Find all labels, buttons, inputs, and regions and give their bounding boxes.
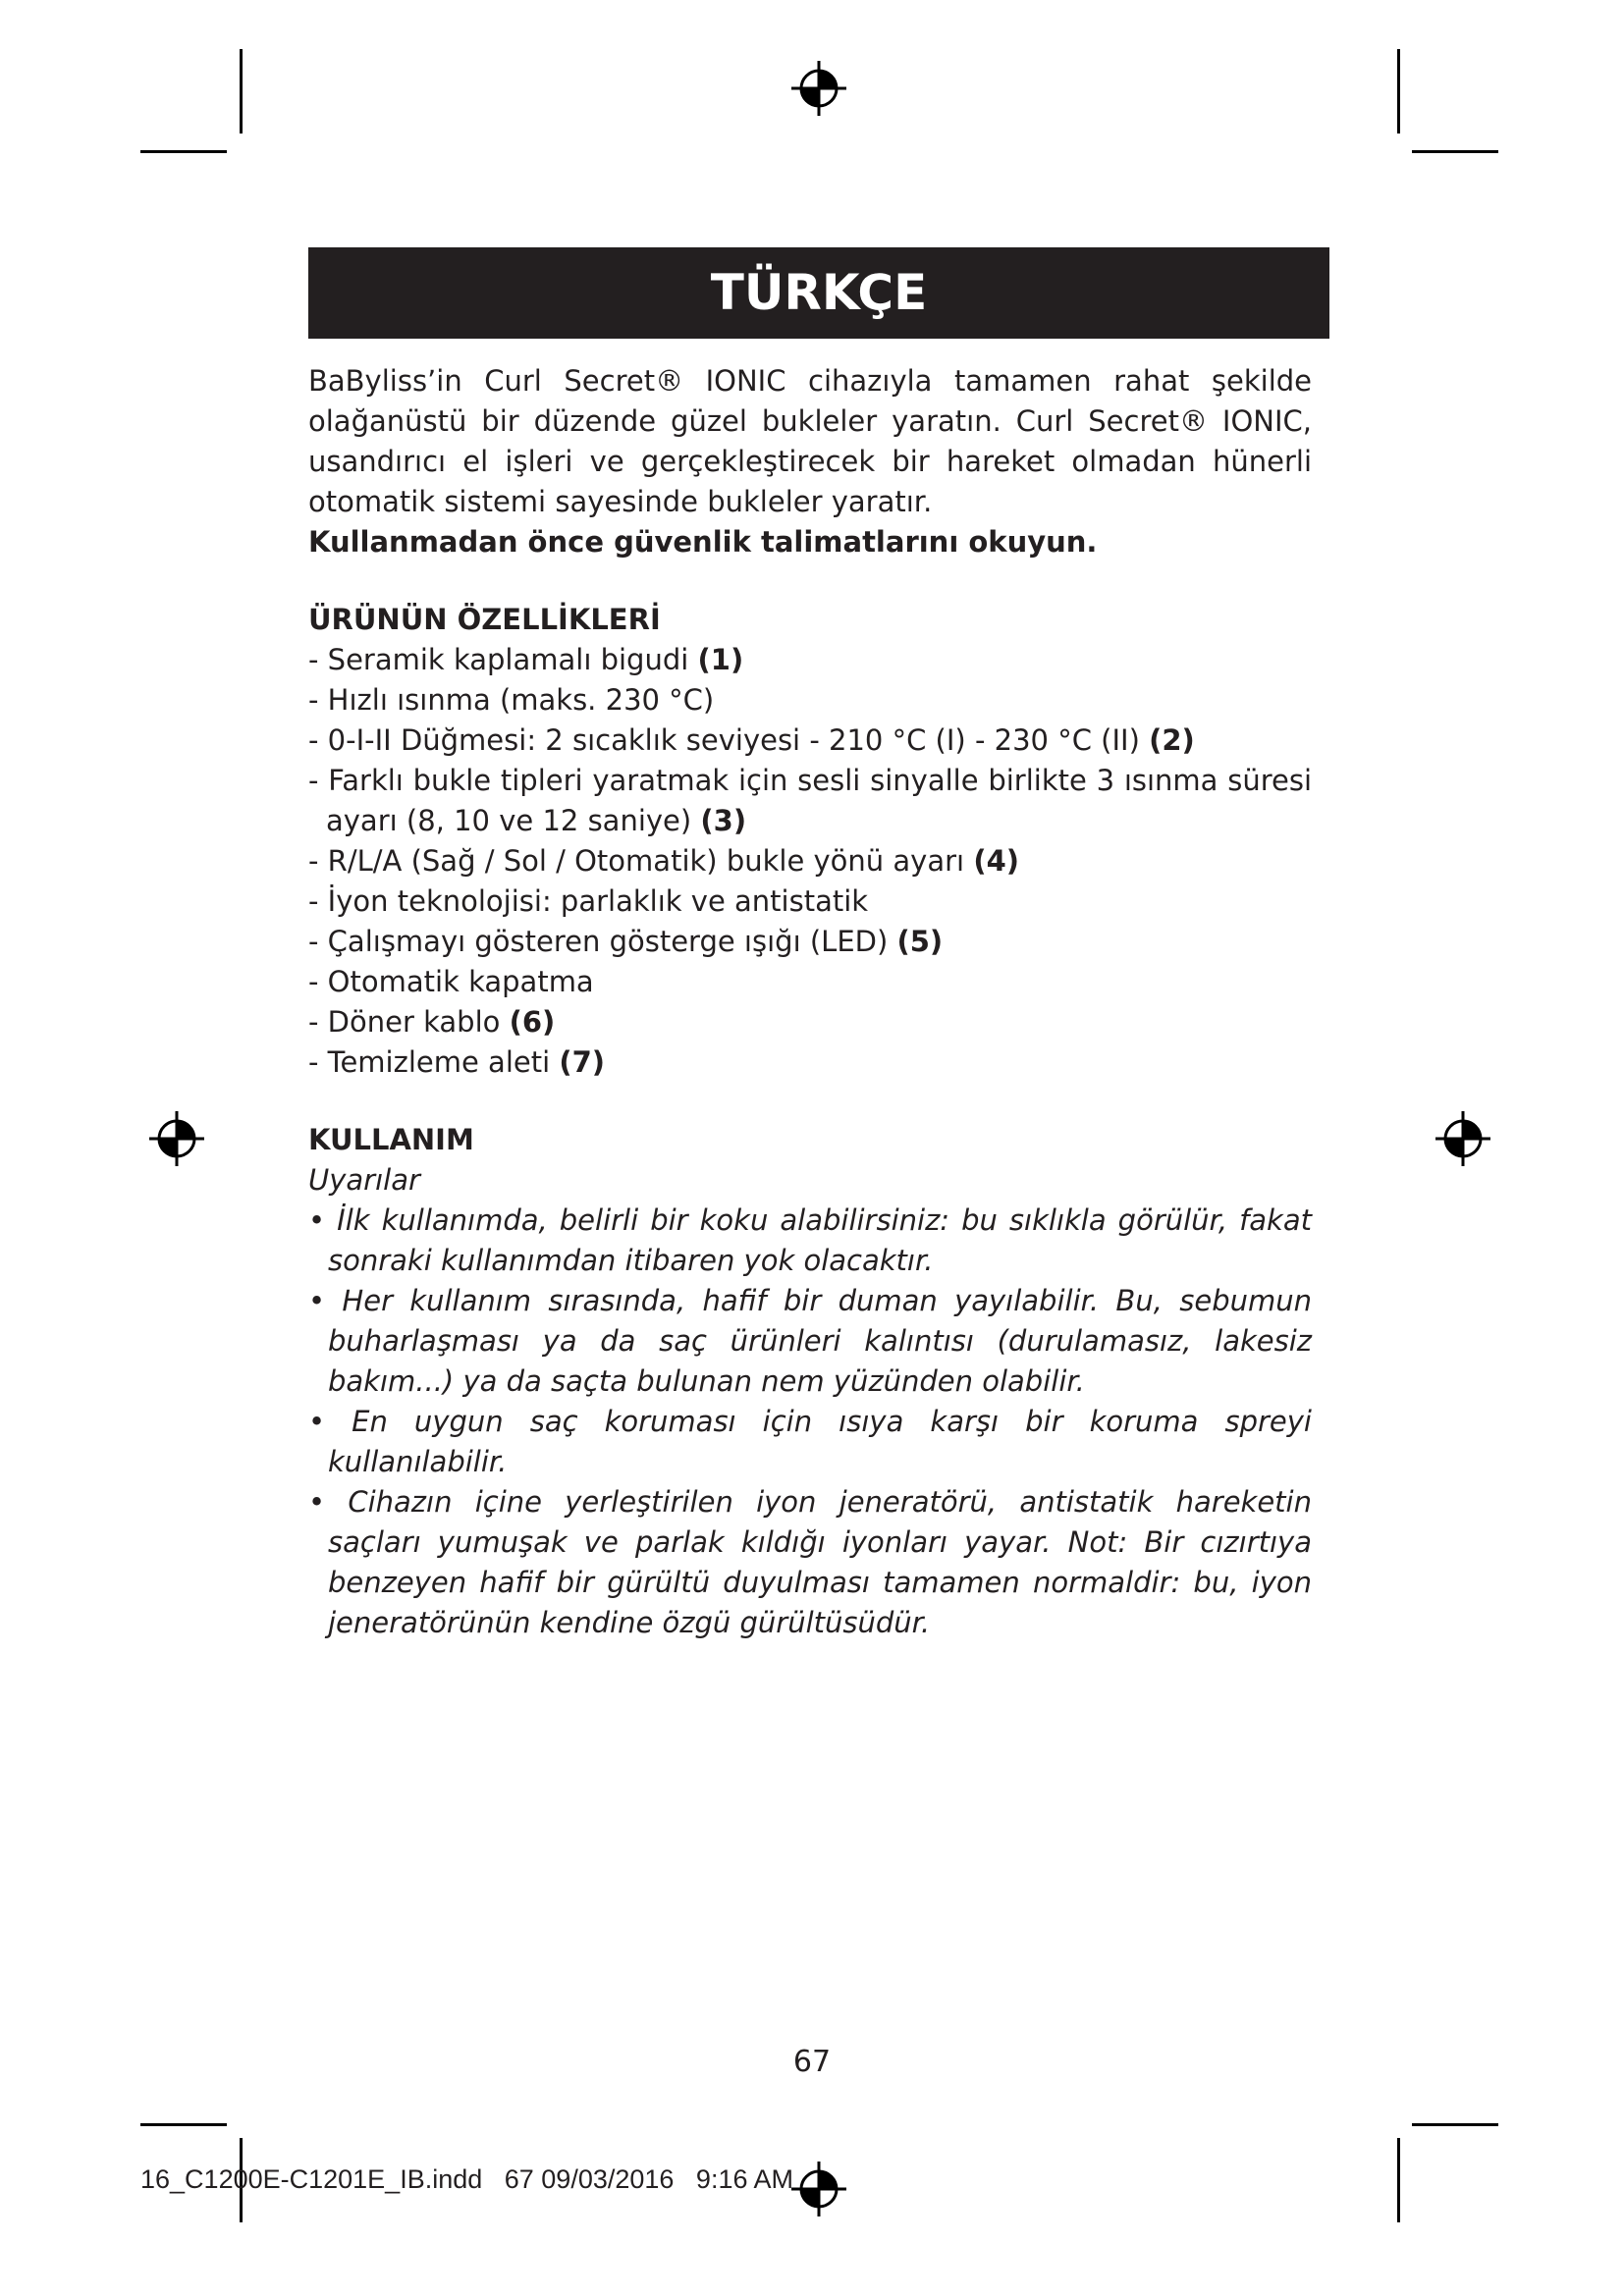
registration-mark-icon — [1434, 1109, 1492, 1168]
page-number: 67 — [792, 2045, 832, 2079]
crop-mark — [140, 150, 227, 153]
list-item: - İyon teknolojisi: parlaklık ve antistatik — [308, 884, 869, 918]
intro-paragraph: BaByliss’in Curl Secret® IONIC cihazıyla tamamen rahat şekilde olağanüstü bir düzende güzel bukleler yaratın. Curl Secret® IONIC, usandırıcı el işleri ve gerçekleştirecek bir hareket olmadan hünerli otomatik sistemi sayesinde bukleler yaratır. — [308, 364, 1312, 518]
language-title-banner: TÜRKÇE — [308, 247, 1329, 339]
registration-mark-icon — [789, 2160, 848, 2218]
crop-mark — [1412, 2123, 1498, 2126]
list-item: • Cihazın içine yerleştirilen iyon jeneratörü, antistatik hareketin saçları yumuşak ve parlak kıldığı iyonları yayar. Not: Bir cızırtıya benzeyen hafif bir gürültü duyulması tamamen normaldir: bu, iyon jeneratörünün kendine özgü gürültüsüdür. — [308, 1485, 1312, 1639]
crop-mark — [1412, 150, 1498, 153]
usage-heading: KULLANIM — [308, 1123, 474, 1156]
crop-mark — [1397, 2138, 1400, 2222]
print-slug: 16_C1200E-C1201E_IB.indd 67 09/03/2016 9:16 AM — [140, 2164, 793, 2194]
features-heading: ÜRÜNÜN ÖZELLİKLERİ — [308, 603, 661, 636]
main-content — [308, 361, 1312, 1643]
crop-mark — [140, 2123, 227, 2126]
list-item: - Çalışmayı gösteren gösterge ışığı (LED) (5) — [308, 925, 944, 958]
crop-mark — [240, 49, 243, 133]
list-item: - Seramik kaplamalı bigudi (1) — [308, 643, 744, 676]
registration-mark-icon — [147, 1109, 206, 1168]
list-item: - Temizleme aleti (7) — [308, 1045, 606, 1079]
safety-note: Kullanmadan önce güvenlik talimatlarını okuyun. — [308, 525, 1098, 559]
list-item: • Her kullanım sırasında, hafif bir duman yayılabilir. Bu, sebumun buharlaşması ya da saç ürünleri kalıntısı (durulamasız, lakesiz bakım...) ya da saçta bulunan nem yüzünden olabilir. — [308, 1284, 1312, 1398]
warnings-subheading: Uyarılar — [308, 1163, 420, 1197]
list-item: • En uygun saç koruması için ısıya karşı bir koruma spreyi kullanılabilir. — [308, 1405, 1312, 1478]
warnings-list — [308, 1201, 1312, 1643]
list-item: - 0-I-II Düğmesi: 2 sıcaklık seviyesi - 210 °C (I) - 230 °C (II) (2) — [308, 723, 1195, 757]
list-item: - Hızlı ısınma (maks. 230 °C) — [308, 683, 715, 717]
list-item: - Farklı bukle tipleri yaratmak için sesli sinyalle birlikte 3 ısınma süresi ayarı (8, 10 ve 12 saniye) (3) — [308, 764, 1312, 837]
list-item: - Otomatik kapatma — [308, 965, 594, 998]
features-list — [308, 640, 1312, 1083]
list-item: - R/L/A (Sağ / Sol / Otomatik) bukle yönü ayarı (4) — [308, 844, 1019, 878]
registration-mark-icon — [789, 59, 848, 118]
list-item: - Döner kablo (6) — [308, 1005, 556, 1039]
list-item: • İlk kullanımda, belirli bir koku alabilirsiniz: bu sıklıkla görülür, fakat sonraki kullanımdan itibaren yok olacaktır. — [308, 1203, 1312, 1277]
crop-mark — [1397, 49, 1400, 133]
